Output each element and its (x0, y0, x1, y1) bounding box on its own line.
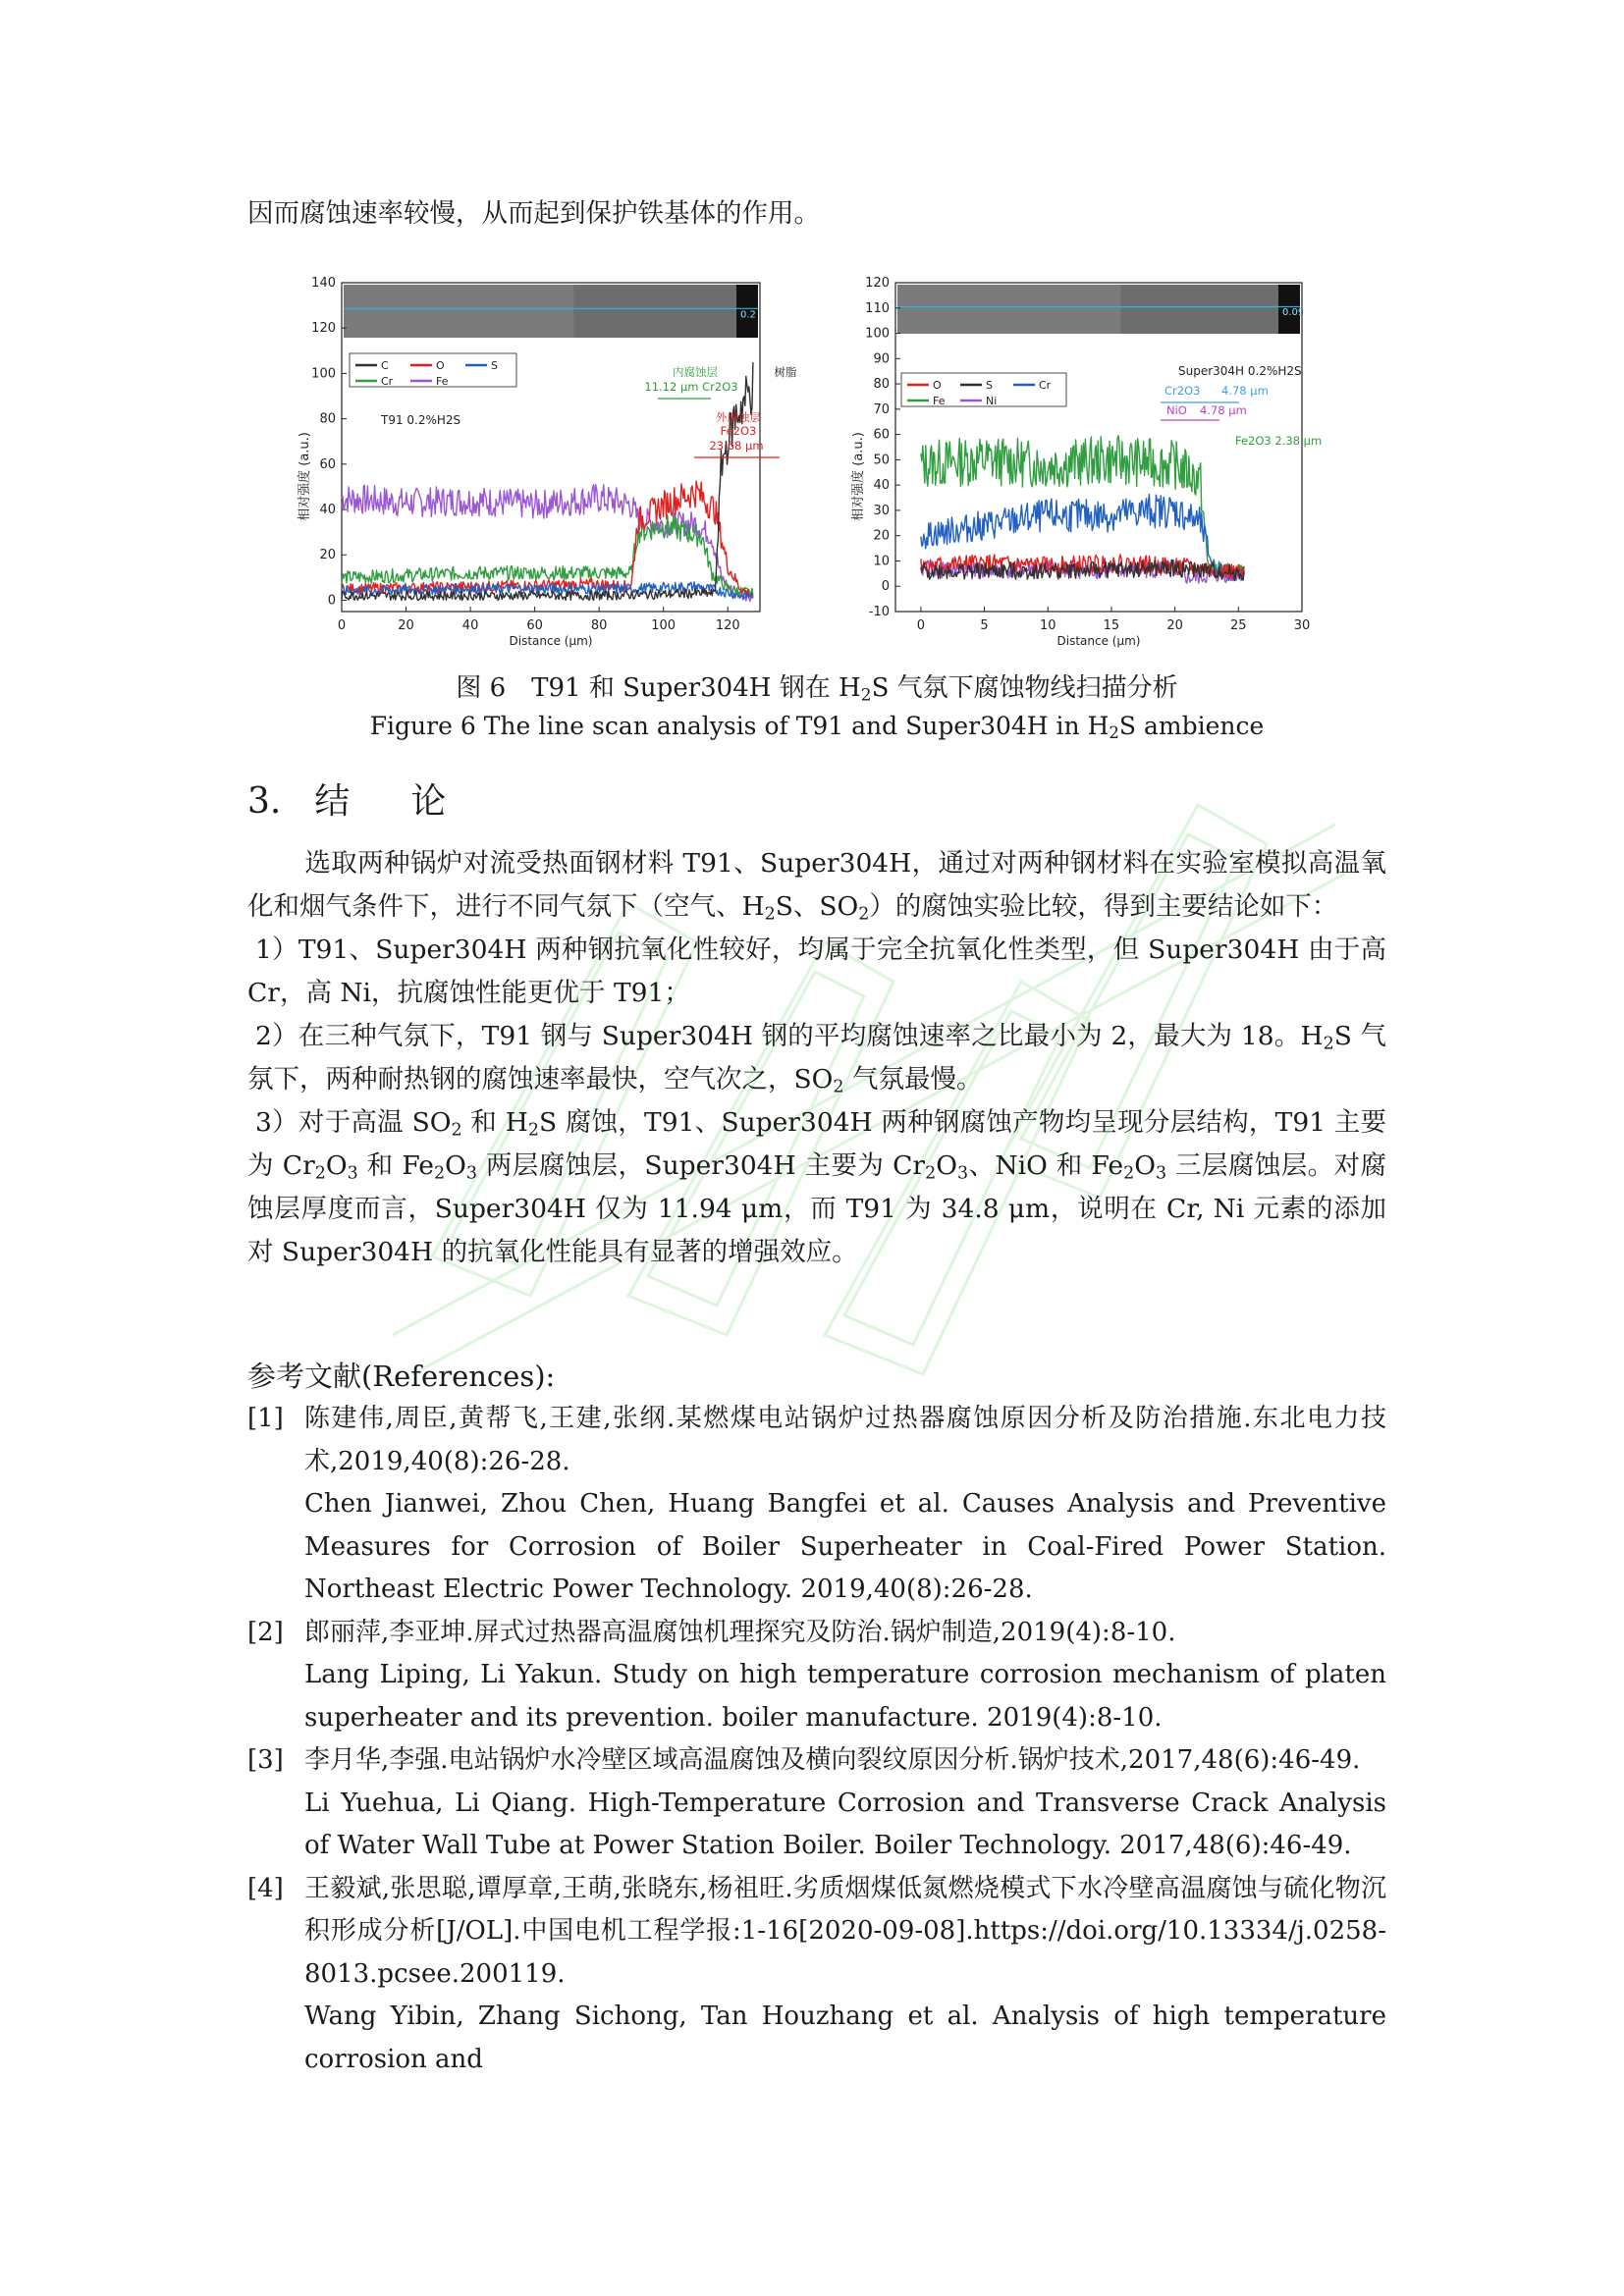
x-tick-label: 60 (526, 618, 543, 633)
caption-cn-prefix: 图 6 T91 和 Super304H 钢在 H (456, 673, 861, 703)
annotation-label: 内腐蚀层 (673, 365, 718, 379)
reference-item: [2] 郎丽萍,李亚坤.屏式过热器高温腐蚀机理探究及防治.锅炉制造,2019(4):8-10. Lang Liping, Li Yakun. Study on high temperature corrosion mechanism of platen superheater and its prevention. boiler manufacture. 2019(4):8-10. (247, 1612, 1386, 1740)
reference-en: Lang Liping, Li Yakun. Study on high temperature corrosion mechanism of platen superheater and its prevention. boiler manufacture. 2019(4):8-10. (304, 1660, 1386, 1733)
legend-label-fe: Fe (933, 395, 946, 407)
conclusion-body (247, 842, 1386, 1274)
y-tick-label: 80 (873, 377, 890, 393)
y-tick-label: 40 (319, 503, 336, 518)
reference-cn: 王毅斌,张思聪,谭厚章,王萌,张晓东,杨祖旺.劣质烟煤低氮燃烧模式下水冷壁高温腐蚀与硫化物沉积形成分析[J/OL].中国电机工程学报:1-16[2020-09-08].https://doi.org/10.13334/j.0258-8013.pcsee.200119. (304, 1873, 1386, 1989)
y-tick-label: 90 (873, 351, 890, 367)
chart-super304h-svg (851, 257, 1323, 650)
reference-item: [4] 王毅斌,张思聪,谭厚章,王萌,张晓东,杨祖旺.劣质烟煤低氮燃烧模式下水冷壁高温腐蚀与硫化物沉积形成分析[J/OL].中国电机工程学报:1-16[2020-09-08].https://doi.org/10.13334/j.0258-8013.pcsee.200119. Wang Yibin, Zhang Sichong, Tan Houzhang et al. Analysis of high temperature corrosion and (247, 1868, 1386, 2082)
conclusion-item-1: 1）T91、Super304H 两种钢抗氧化性较好，均属于完全抗氧化性类型，但 Super304H 由于高 Cr，高 Ni，抗腐蚀性能更优于 T91； (247, 934, 1386, 1008)
annotation-label: 外腐蚀层 (716, 410, 761, 424)
x-tick-label: 0 (337, 618, 347, 633)
x-axis-label: Distance (μm) (1056, 634, 1141, 648)
reference-en: Li Yuehua, Li Qiang. High-Temperature Corrosion and Transverse Crack Analysis of Water Wall Tube at Power Station Boiler. Boiler Technology. 2017,48(6):46-49. (304, 1788, 1386, 1860)
y-tick-label: 120 (865, 276, 890, 291)
chart-title: Super304H 0.2%H2S (1178, 364, 1302, 378)
y-tick-label: 70 (873, 401, 890, 417)
x-tick-label: 25 (1230, 618, 1247, 633)
reference-cn: 郎丽萍,李亚坤.屏式过热器高温腐蚀机理探究及防治.锅炉制造,2019(4):8-10. (304, 1617, 1176, 1647)
references-list (247, 1398, 1386, 2081)
caption-en-sub: 2 (1109, 723, 1119, 743)
legend-label-o: O (933, 379, 942, 392)
x-tick-label: 0 (916, 618, 926, 633)
reference-en: Chen Jianwei, Zhou Chen, Huang Bangfei et al. Causes Analysis and Preventive Measures for Corrosion of Boiler Superheater in Coal-Fired Power Station. Northeast Electric Power Technology. 2019,40(8):26-28. (304, 1489, 1386, 1604)
y-tick-label: 10 (873, 554, 890, 569)
section-title-a: 结 (314, 781, 351, 822)
legend-label-o: O (436, 359, 445, 372)
y-tick-label: 0 (881, 579, 890, 595)
reference-item: [1] 陈建伟,周臣,黄帮飞,王建,张纲.某燃煤电站锅炉过热器腐蚀原因分析及防治措施.东北电力技术,2019,40(8):26-28. Chen Jianwei, Zhou Chen, Huang Bangfei et al. Causes Analysis and Preventive Measures for Corrosion of Boiler Superheater in Coal-Fired Power Station. Northeast Electric Power Technology. 2019,40(8):26-28. (247, 1398, 1386, 1612)
caption-en-suffix: S ambience (1118, 712, 1265, 740)
reference-cn: 李月华,李强.电站锅炉水冷壁区域高温腐蚀及横向裂纹原因分析.锅炉技术,2017,48(6):46-49. (304, 1745, 1361, 1775)
legend-label-cr: Cr (1039, 379, 1052, 392)
chart-t91-svg (298, 257, 797, 650)
annotation-label: 树脂 (774, 365, 797, 379)
conclusion-item-3: 3）对于高温 $SO_2$ 和 $H_2S$ 腐蚀，T91、Super304H 两种钢腐蚀产物均呈现分层结构，T91 主要为 $Cr_2O_3$ 和 $Fe_2O_3$ 两层腐蚀层，Super304H 主要为 $Cr_2O_3$、NiO 和 $Fe_2O_3$ 三层腐蚀层。对腐蚀层厚度而言，Super304H 仅为 11.94 μm，而 T91 为 34.8 μm，说明在 Cr, Ni 元素的添加对 Super304H 的抗氧化性能具有显著的增强效应。 (247, 1107, 1386, 1267)
references-heading: 参考文献(References): (247, 1360, 556, 1393)
x-axis-label: Distance (μm) (509, 634, 593, 648)
chart-t91 (298, 257, 797, 650)
y-tick-label: 60 (873, 427, 890, 443)
chart-title: T91 0.2%H2S (381, 413, 461, 427)
figure-caption-en (247, 712, 1386, 743)
legend-label-s: S (986, 379, 993, 392)
sem-scale-label: 0.2 (740, 309, 756, 321)
chart-super304h (851, 257, 1323, 650)
y-tick-label: 100 (311, 366, 336, 382)
x-tick-label: 100 (651, 618, 677, 633)
sem-scale-label: 0.09 (1282, 307, 1305, 318)
x-tick-label: 10 (1039, 618, 1056, 633)
annotation-label: Fe2O3 2.38 μm (1235, 434, 1323, 448)
annotation-label: 11.12 μm Cr2O3 (644, 380, 738, 394)
y-tick-label: 0 (327, 593, 336, 609)
reference-item: [3] 李月华,李强.电站锅炉水冷壁区域高温腐蚀及横向裂纹原因分析.锅炉技术,2017,48(6):46-49. Li Yuehua, Li Qiang. High-Temperature Corrosion and Transverse Crack Analysis of Water Wall Tube at Power Station Boiler. Boiler Technology. 2017,48(6):46-49. (247, 1739, 1386, 1868)
y-tick-label: 20 (319, 548, 336, 563)
x-tick-label: 80 (590, 618, 608, 633)
y-tick-label: 100 (865, 326, 890, 342)
sem-image-shade (897, 285, 1121, 334)
reference-cn: 陈建伟,周臣,黄帮飞,王建,张纲.某燃煤电站锅炉过热器腐蚀原因分析及防治措施.东北电力技术,2019,40(8):26-28. (304, 1404, 1386, 1476)
x-tick-label: 5 (980, 618, 989, 633)
caption-en-prefix: Figure 6 The line scan analysis of T91 and Super304H in H (369, 712, 1110, 740)
y-tick-label: 110 (865, 300, 890, 316)
annotation-label: Cr2O3 (1164, 384, 1201, 398)
caption-cn-sub: 2 (860, 685, 872, 706)
intro-paragraph: 因而腐蚀速率较慢，从而起到保护铁基体的作用。 (247, 198, 820, 229)
y-tick-label: 20 (873, 528, 890, 544)
x-tick-label: 15 (1103, 618, 1120, 633)
legend-label-cr: Cr (381, 375, 394, 388)
x-tick-label: 30 (1293, 618, 1311, 633)
y-tick-label: 60 (319, 456, 336, 472)
legend-label-c: C (381, 359, 389, 372)
reference-en: Wang Yibin, Zhang Sichong, Tan Houzhang et al. Analysis of high temperature corrosion and (304, 2002, 1386, 2074)
sem-image-shade (344, 285, 573, 338)
annotation-label: 23.68 μm (709, 439, 764, 453)
y-tick-label: -10 (868, 605, 890, 619)
x-tick-label: 40 (461, 618, 479, 633)
section-heading (247, 774, 446, 824)
figure-caption-cn (247, 667, 1386, 704)
legend-label-s: S (491, 359, 498, 372)
annotation-label: Fe2O3 (720, 424, 757, 438)
caption-cn-suffix: S 气氛下腐蚀物线扫描分析 (871, 673, 1178, 703)
x-tick-label: 120 (715, 618, 740, 633)
x-tick-label: 20 (398, 618, 414, 633)
section-number: 3. (247, 781, 282, 822)
annotation-label: NiO (1166, 403, 1187, 417)
y-tick-label: 50 (873, 453, 890, 468)
conclusion-intro: 选取两种锅炉对流受热面钢材料 T91、Super304H，通过对两种钢材料在实验室模拟高温氧化和烟气条件下，进行不同气氛下（空气、$H_2S$、$SO_2$）的腐蚀实验比较，得到主要结论如下： (247, 848, 1386, 925)
y-axis-label: 相对强度 (a.u.) (298, 432, 312, 521)
y-tick-label: 120 (311, 321, 336, 337)
y-tick-label: 140 (311, 276, 336, 291)
x-tick-label: 20 (1166, 618, 1183, 633)
y-tick-label: 80 (319, 411, 336, 427)
y-tick-label: 40 (873, 478, 890, 494)
conclusion-item-2: 2）在三种气氛下，T91 钢与 Super304H 钢的平均腐蚀速率之比最小为 2，最大为 18。$H_2S$ 气氛下，两种耐热钢的腐蚀速率最快，空气次之，$SO_2$ 气氛最慢。 (247, 1021, 1386, 1097)
legend-label-fe: Fe (436, 375, 449, 388)
y-axis-label: 相对强度 (a.u.) (851, 432, 866, 521)
y-tick-label: 30 (873, 503, 890, 518)
annotation-label: 4.78 μm (1221, 384, 1269, 398)
legend-label-ni: Ni (986, 395, 998, 407)
annotation-label: 4.78 μm (1200, 403, 1247, 417)
section-title-b: 论 (410, 781, 447, 822)
